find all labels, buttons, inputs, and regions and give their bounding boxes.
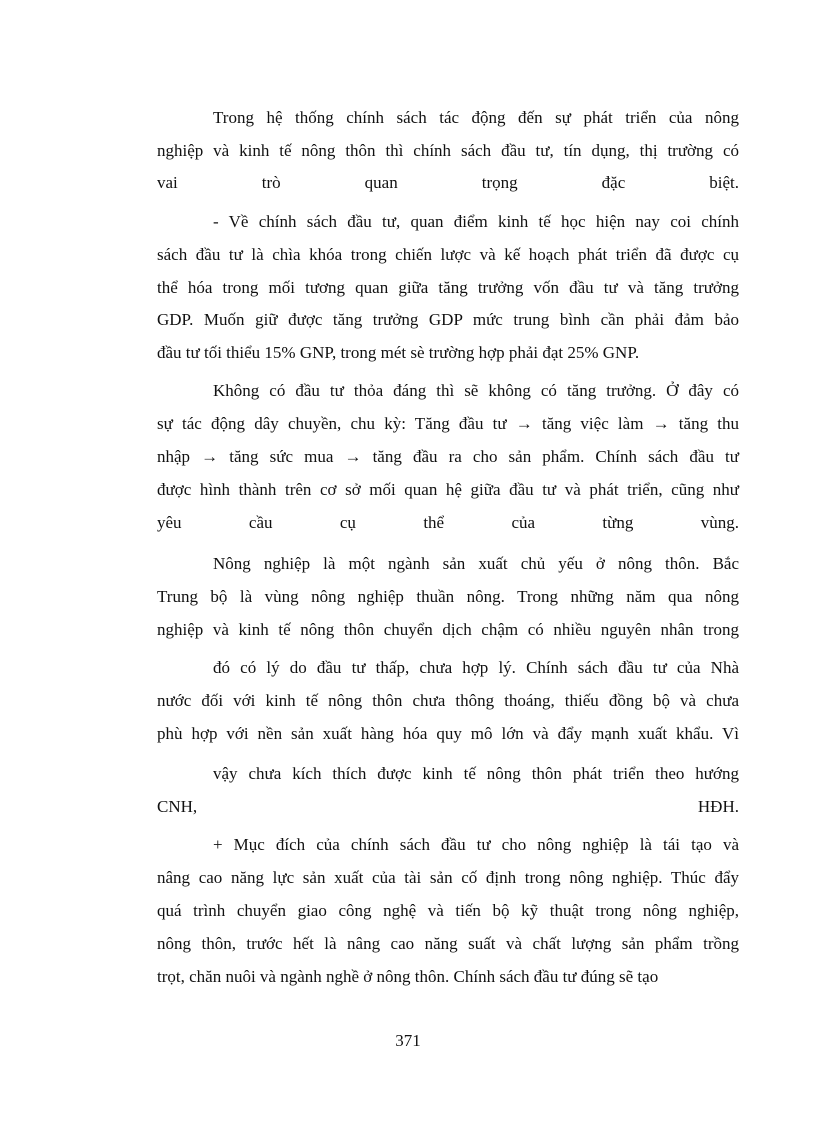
- text-line: sự tác động dây chuyền, chu kỳ: Tăng đầu tư → tăng việc làm → tăng thu: [157, 414, 739, 433]
- text-line: đó có lý do đầu tư thấp, chưa hợp lý. Chính sách đầu tư của Nhà: [213, 658, 739, 677]
- text-line: trọt, chăn nuôi và ngành nghề ở nông thôn. Chính sách đầu tư đúng sẽ tạo: [157, 967, 659, 986]
- text-line: nước đối với kinh tế nông thôn chưa thông thoáng, thiếu đồng bộ và chưa: [157, 691, 739, 710]
- text-line: sách đầu tư là chìa khóa trong chiến lược và kế hoạch phát triển đã được cụ: [157, 245, 739, 264]
- text-line: Không có đầu tư thỏa đáng thì sẽ không có tăng trưởng. Ở đây có: [213, 381, 739, 400]
- text-line: Trong hệ thống chính sách tác động đến sự phát triển của nông: [213, 108, 739, 127]
- page-number: 371: [395, 1031, 421, 1050]
- text-line: nghiệp và kinh tế nông thôn chuyển dịch chậm có nhiều nguyên nhân trong: [157, 620, 739, 639]
- text-line: đầu tư tối thiểu 15% GNP, trong mét sè trường hợp phải đạt 25% GNP.: [157, 343, 640, 362]
- text-line: - Về chính sách đầu tư, quan điểm kinh tế học hiện nay coi chính: [213, 212, 739, 231]
- text-line: nâng cao năng lực sản xuất của tài sản cố định trong nông nghiệp. Thúc đẩy: [157, 868, 739, 887]
- text-line: GDP. Muốn giữ được tăng trưởng GDP mức trung bình cần phải đảm bảo: [157, 310, 739, 329]
- text-line: Trung bộ là vùng nông nghiệp thuần nông. Trong những năm qua nông: [157, 587, 739, 606]
- text-line: yêu cầu cụ thể của từng vùng.: [157, 513, 739, 532]
- text-line: nhập → tăng sức mua → tăng đầu ra cho sản phẩm. Chính sách đầu tư: [157, 447, 739, 466]
- text-line: quá trình chuyển giao công nghệ và tiến bộ kỹ thuật trong nông nghiệp,: [157, 901, 739, 920]
- text-line: + Mục đích của chính sách đầu tư cho nông nghiệp là tái tạo và: [213, 835, 739, 854]
- text-line: được hình thành trên cơ sở mối quan hệ giữa đầu tư và phát triển, cũng như: [157, 480, 739, 499]
- text-line: CNH, HĐH.: [157, 797, 739, 816]
- text-line: Nông nghiệp là một ngành sản xuất chủ yếu ở nông thôn. Bắc: [213, 554, 739, 573]
- text-line: phù hợp với nền sản xuất hàng hóa quy mô lớn và đẩy mạnh xuất khẩu. Vì: [157, 724, 739, 743]
- text-line: thể hóa trong mối tương quan giữa tăng trưởng vốn đầu tư và tăng trưởng: [157, 278, 739, 297]
- text-line: nghiệp và kinh tế nông thôn thì chính sách đầu tư, tín dụng, thị trường có: [157, 141, 739, 160]
- text-line: nông thôn, trước hết là nâng cao năng suất và chất lượng sản phẩm trồng: [157, 934, 739, 953]
- text-line: vậy chưa kích thích được kinh tế nông thôn phát triển theo hướng: [213, 764, 739, 783]
- text-line: vai trò quan trọng đặc biệt.: [157, 173, 739, 192]
